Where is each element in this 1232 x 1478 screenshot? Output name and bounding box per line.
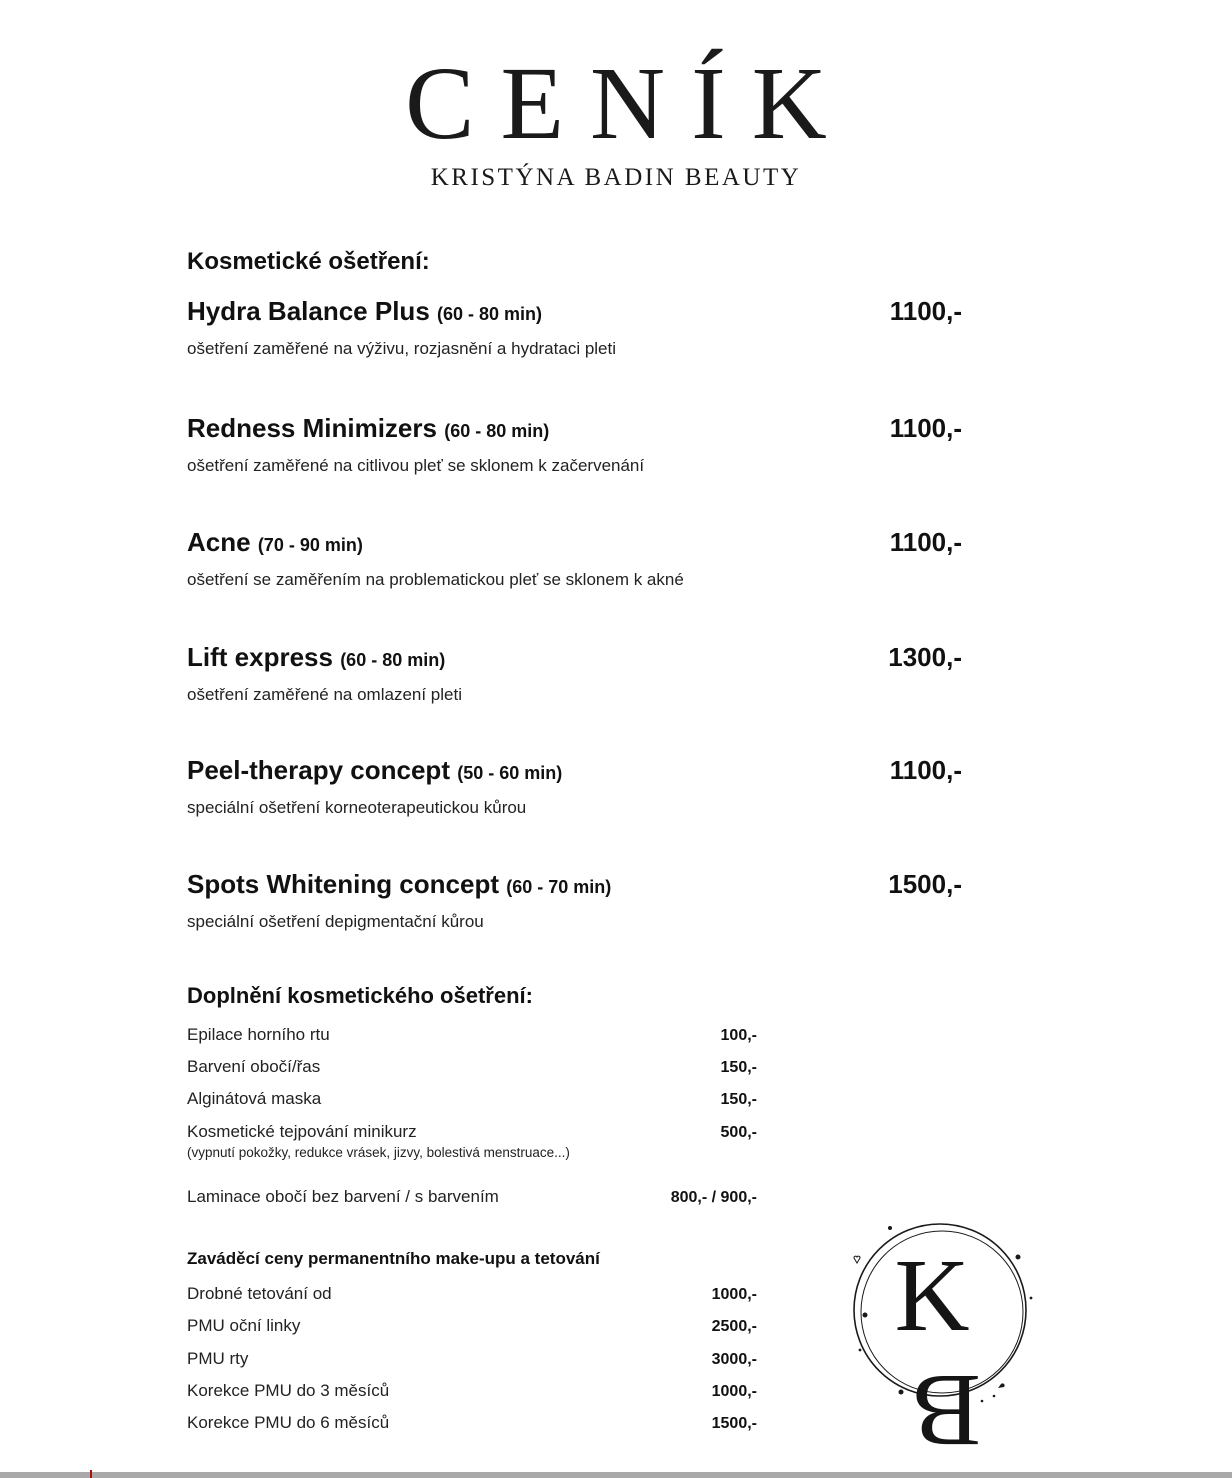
treatment-description: ošetření zaměřené na omlazení pleti bbox=[187, 685, 462, 704]
pmu-label: Korekce PMU do 3 měsíců bbox=[187, 1381, 390, 1400]
addon-row bbox=[187, 1089, 757, 1115]
pmu-label: Drobné tetování od bbox=[187, 1284, 332, 1303]
treatment-duration: (70 - 90 min) bbox=[257, 535, 363, 555]
bottom-edge bbox=[0, 1472, 1232, 1478]
treatment-duration: (60 - 80 min) bbox=[340, 650, 446, 670]
pmu-label: PMU rty bbox=[187, 1349, 249, 1368]
pmu-price: 3000,- bbox=[711, 1351, 757, 1368]
addon-row bbox=[187, 1025, 757, 1051]
bottom-edge-mark bbox=[90, 1470, 92, 1478]
treatment-price: 1100,- bbox=[889, 755, 962, 785]
pmu-label: Korekce PMU do 6 měsíců bbox=[187, 1413, 390, 1432]
treatment-item bbox=[187, 869, 962, 949]
addon-row bbox=[187, 1057, 757, 1083]
treatment-price: 1100,- bbox=[889, 413, 962, 443]
addon-note: (vypnutí pokožky, redukce vrásek, jizvy, bolestivá menstruace...) bbox=[187, 1145, 570, 1160]
treatment-name: Hydra Balance Plus bbox=[187, 296, 430, 326]
pmu-price: 2500,- bbox=[711, 1318, 757, 1335]
addon-price: 500,- bbox=[720, 1124, 757, 1141]
treatment-item bbox=[187, 642, 962, 722]
kb-monogram-icon bbox=[846, 1220, 1036, 1468]
treatment-name: Redness Minimizers bbox=[187, 413, 437, 443]
addon-price: 150,- bbox=[720, 1059, 757, 1076]
logo-letter-k: K bbox=[894, 1238, 970, 1353]
treatment-duration: (60 - 80 min) bbox=[437, 304, 543, 324]
addon-label: Laminace obočí bez barvení / s barvením bbox=[187, 1187, 499, 1206]
addon-label: Epilace horního rtu bbox=[187, 1025, 330, 1044]
pmu-price: 1000,- bbox=[711, 1286, 757, 1303]
treatment-duration: (50 - 60 min) bbox=[457, 763, 563, 783]
addon-label: Alginátová maska bbox=[187, 1089, 322, 1108]
treatment-duration: (60 - 80 min) bbox=[444, 421, 550, 441]
treatment-item bbox=[187, 755, 962, 835]
section-title-cosmetic: Kosmetické ošetření: bbox=[187, 248, 430, 275]
treatment-price: 1300,- bbox=[888, 642, 962, 672]
logo-letter-b: B bbox=[911, 1353, 981, 1468]
pmu-row bbox=[187, 1413, 757, 1439]
pmu-label: PMU oční linky bbox=[187, 1316, 301, 1335]
treatment-description: speciální ošetření korneoterapeutickou kůrou bbox=[187, 798, 527, 817]
treatment-duration: (60 - 70 min) bbox=[506, 877, 612, 897]
addon-price: 100,- bbox=[720, 1027, 757, 1044]
section-title-pmu: Zaváděcí ceny permanentního make-upu a tetování bbox=[187, 1249, 600, 1268]
page-title: CENÍK bbox=[405, 46, 853, 161]
brand-subtitle: KRISTÝNA BADIN BEAUTY bbox=[430, 164, 802, 191]
pmu-price: 1500,- bbox=[711, 1415, 757, 1432]
treatment-description: ošetření zaměřené na citlivou pleť se sklonem k začervenání bbox=[187, 456, 645, 475]
treatment-item bbox=[187, 527, 962, 607]
addon-row bbox=[187, 1187, 757, 1213]
addon-label: Barvení obočí/řas bbox=[187, 1057, 321, 1076]
addon-price: 800,- / 900,- bbox=[670, 1189, 757, 1206]
pmu-row bbox=[187, 1349, 757, 1375]
treatment-price: 1100,- bbox=[889, 296, 962, 326]
kb-monogram-logo bbox=[846, 1220, 1036, 1468]
treatment-item bbox=[187, 413, 962, 493]
treatment-name: Lift express bbox=[187, 642, 333, 672]
addon-label: Kosmetické tejpování minikurz bbox=[187, 1122, 417, 1141]
treatment-item bbox=[187, 296, 962, 376]
addon-price: 150,- bbox=[720, 1091, 757, 1108]
pmu-row bbox=[187, 1316, 757, 1342]
treatment-name: Acne bbox=[187, 527, 251, 557]
treatment-description: ošetření zaměřené na výživu, rozjasnění a hydrataci pleti bbox=[187, 339, 617, 358]
treatment-description: ošetření se zaměřením na problematickou pleť se sklonem k akné bbox=[187, 570, 684, 589]
treatment-price: 1500,- bbox=[888, 869, 962, 899]
treatment-price: 1100,- bbox=[889, 527, 962, 557]
pmu-row bbox=[187, 1284, 757, 1310]
treatment-description: speciální ošetření depigmentační kůrou bbox=[187, 912, 484, 931]
addon-row bbox=[187, 1122, 757, 1166]
pmu-row bbox=[187, 1381, 757, 1407]
treatment-name: Spots Whitening concept bbox=[187, 869, 499, 899]
section-title-addons: Doplnění kosmetického ošetření: bbox=[187, 983, 533, 1008]
treatment-name: Peel-therapy concept bbox=[187, 755, 450, 785]
pmu-price: 1000,- bbox=[711, 1383, 757, 1400]
